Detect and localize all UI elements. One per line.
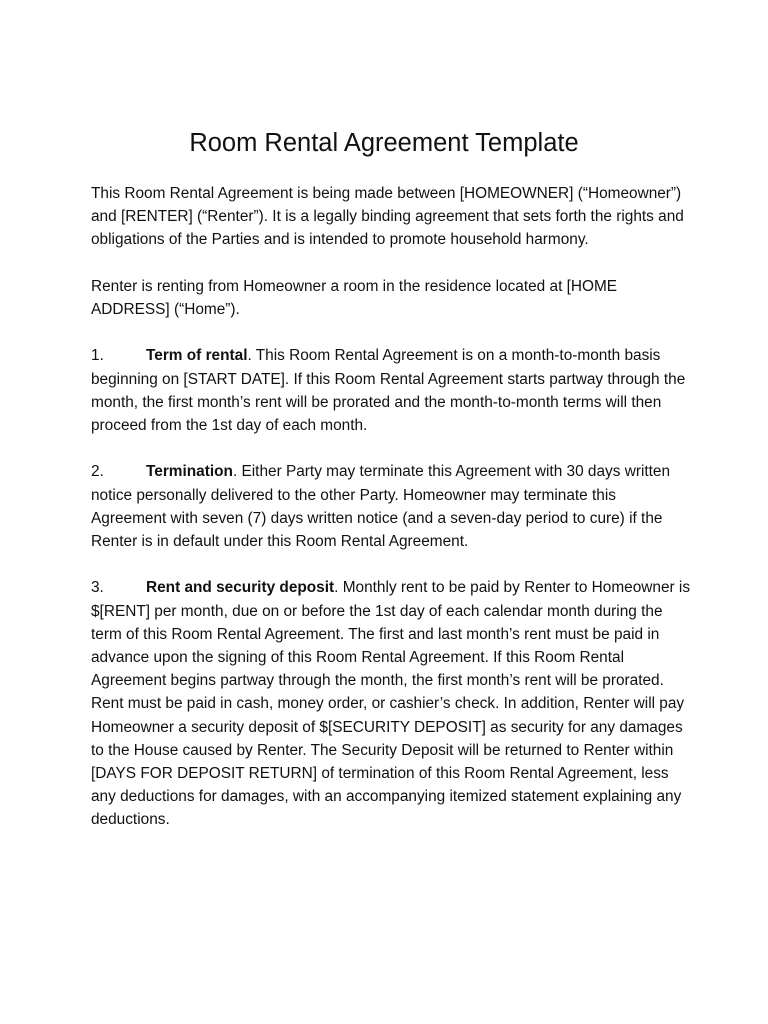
section-text: . Either Party may terminate this Agreement with 30 days written notice personally delivered to the other Party. Homeowner may terminate this Agreement with seven (7) days written notice (and a seven-day period to cure) if the Renter is in default under this Room Rental Agreement.	[91, 463, 671, 550]
section-text: . Monthly rent to be paid by Renter to Homeowner is $[RENT] per month, due on or before the 1st day of each calendar month during the term of this Room Rental Agreement. The first and last month’s rent must be paid in advance upon the signing of this Room Rental Agreement. If this Room Rental Agreement begins partway through the month, the first month’s rent will be prorated. Rent must be paid in cash, money order, or cashier’s check. In addition, Renter will pay Homeowner a security deposit of $[SECURITY DEPOSIT] as security for any damages to the House caused by Renter. The Security Deposit will be returned to Renter within [DAYS FOR DEPOSIT RETURN] of termination of this Room Rental Agreement, less any deductions for damages, with an accompanying itemized statement explaining any deductions.	[91, 579, 691, 829]
document-body	[91, 182, 691, 855]
section-termination	[91, 460, 691, 553]
section-text: . This Room Rental Agreement is on a month-to-month basis beginning on [START DATE]. If this Room Rental Agreement starts partway through the month, the first month’s rent will be prorated and the month-to-month terms will then proceed from the 1st day of each month.	[91, 347, 686, 434]
section-number: 3.	[91, 579, 104, 597]
section-term-of-rental	[91, 344, 691, 437]
section-number: 1.	[91, 347, 104, 365]
page-title: Room Rental Agreement Template	[189, 129, 579, 157]
location-paragraph: Renter is renting from Homeowner a room in the residence located at [HOME ADDRESS] (“Home”).	[91, 277, 618, 318]
section-heading: Term of rental	[146, 347, 248, 365]
section-number: 2.	[91, 463, 104, 481]
section-heading: Rent and security deposit	[146, 579, 335, 597]
section-heading: Termination	[146, 463, 233, 481]
section-rent-and-security-deposit	[91, 576, 691, 831]
intro-paragraph: This Room Rental Agreement is being made between [HOMEOWNER] (“Homeowner”) and [RENTER] (“Renter”). It is a legally binding agreement that sets forth the rights and obligations of the Parties and is intended to promote household harmony.	[91, 185, 684, 249]
